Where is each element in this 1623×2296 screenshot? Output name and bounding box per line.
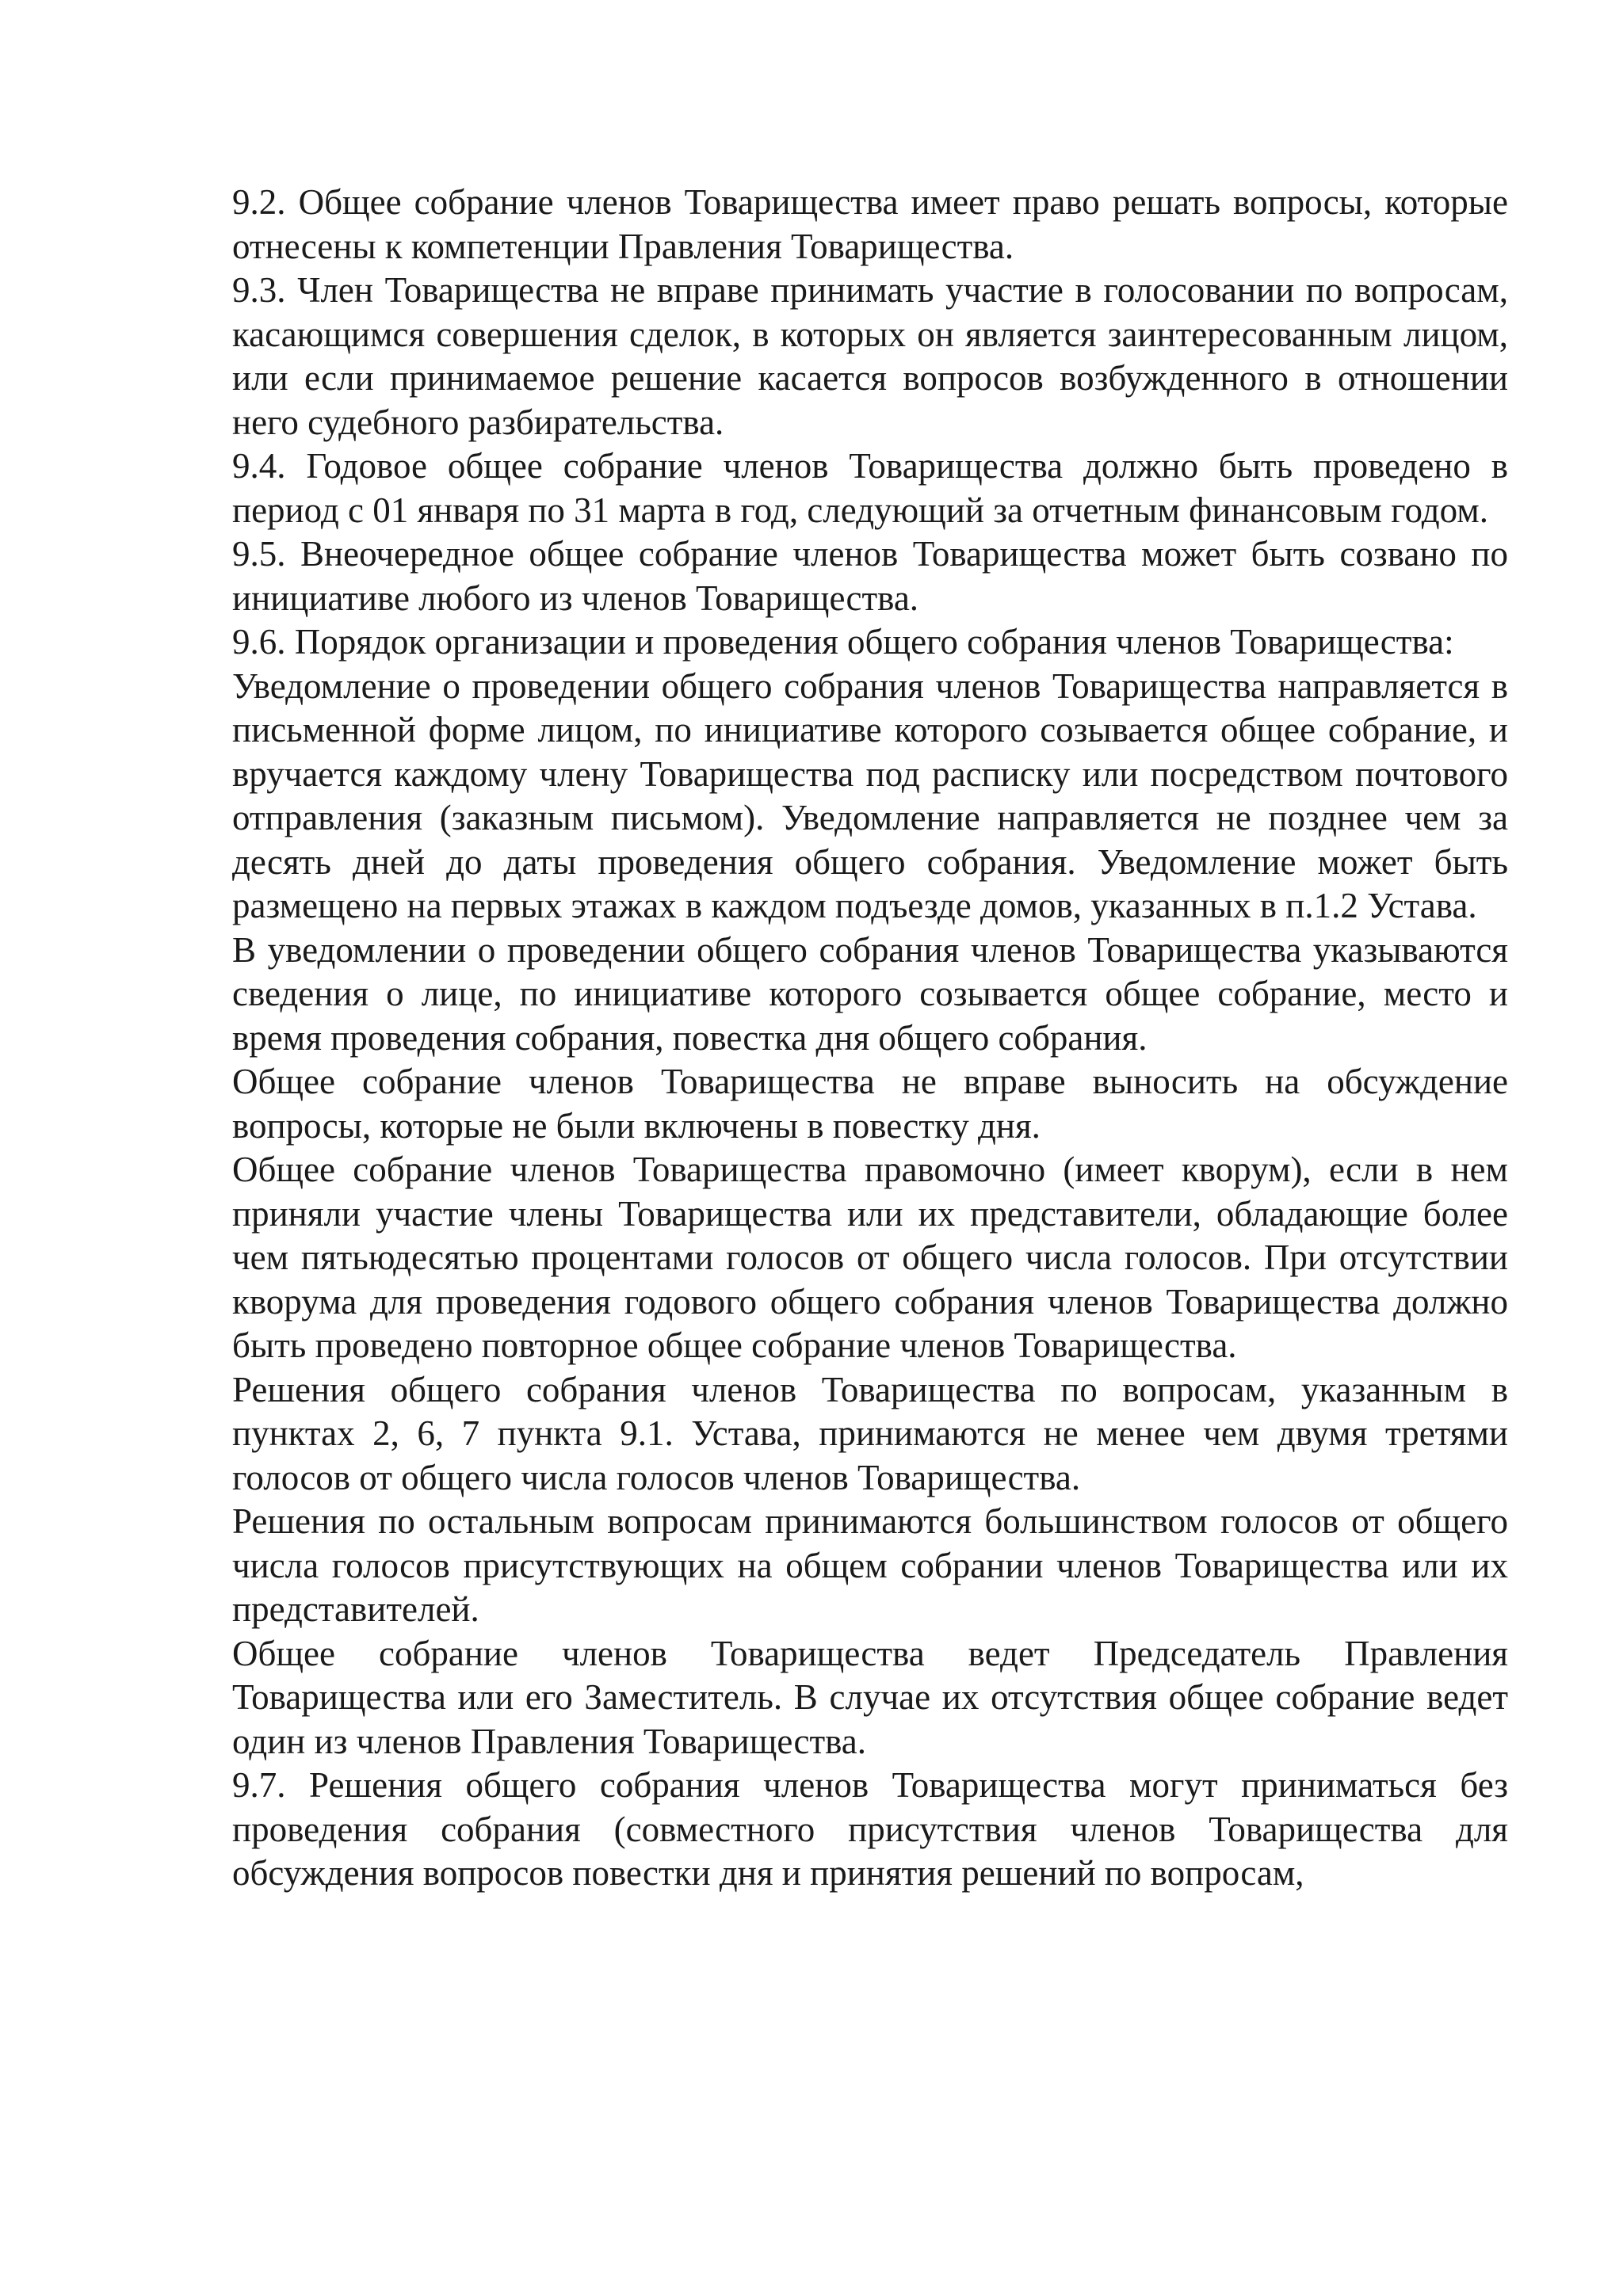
paragraph-9-3: 9.3. Член Товарищества не вправе принимать участие в голосовании по вопросам, касающимся совершения сделок, в которых он является заинтересованным лицом, или если принимаемое решение касается вопросов возбужденного в отношении него судебного разбирательства. (232, 270, 1508, 442)
paragraph-agenda-limit: Общее собрание членов Товарищества не вправе выносить на обсуждение вопросы, которые не были включены в повестку дня. (232, 1062, 1508, 1146)
paragraph-9-5: 9.5. Внеочередное общее собрание членов Товарищества может быть созвано по инициативе любого из членов Товарищества. (232, 534, 1508, 618)
paragraph-9-7: 9.7. Решения общего собрания членов Товарищества могут приниматься без проведения собрания (совместного присутствия членов Товарищества для обсуждения вопросов повестки дня и принятия решений по вопросам, (232, 1765, 1508, 1893)
paragraph-majority: Решения по остальным вопросам принимаются большинством голосов от общего числа голосов присутствующих на общем собрании членов Товарищества или их представителей. (232, 1501, 1508, 1629)
paragraph-9-4: 9.4. Годовое общее собрание членов Товарищества должно быть проведено в период с 01 января по 31 марта в год, следующий за отчетным финансовым годом. (232, 446, 1508, 530)
paragraph-9-6: 9.6. Порядок организации и проведения общего собрания членов Товарищества: (232, 622, 1454, 662)
document-body (232, 181, 1508, 1896)
paragraph-two-thirds: Решения общего собрания членов Товарищества по вопросам, указанным в пунктах 2, 6, 7 пункта 9.1. Устава, принимаются не менее чем двумя третями голосов от общего числа голосов членов Товарищества. (232, 1369, 1508, 1497)
paragraph-9-2: 9.2. Общее собрание членов Товарищества имеет право решать вопросы, которые отнесены к компетенции Правления Товарищества. (232, 182, 1508, 266)
paragraph-notice-content: В уведомлении о проведении общего собрания членов Товарищества указываются сведения о лице, по инициативе которого созывается общее собрание, место и время проведения собрания, повестка дня общего собрания. (232, 929, 1508, 1058)
paragraph-notice-delivery: Уведомление о проведении общего собрания членов Товарищества направляется в письменной форме лицом, по инициативе которого созывается общее собрание, и вручается каждому члену Товарищества под расписку или посредством почтового отправления (заказным письмом). Уведомление направляется не позднее чем за десять дней до даты проведения общего собрания. Уведомление может быть размещено на первых этажах в каждом подъезде домов, указанных в п.1.2 Устава. (232, 666, 1508, 925)
paragraph-quorum: Общее собрание членов Товарищества правомочно (имеет кворум), если в нем приняли участие члены Товарищества или их представители, обладающие более чем пятьюдесятью процентами голосов от общего числа голосов. При отсутствии кворума для проведения годового общего собрания членов Товарищества должно быть проведено повторное общее собрание членов Товарищества. (232, 1150, 1508, 1365)
paragraph-chairman: Общее собрание членов Товарищества ведет Председатель Правления Товарищества или его Заместитель. В случае их отсутствия общее собрание ведет один из членов Правления Товарищества. (232, 1633, 1508, 1761)
